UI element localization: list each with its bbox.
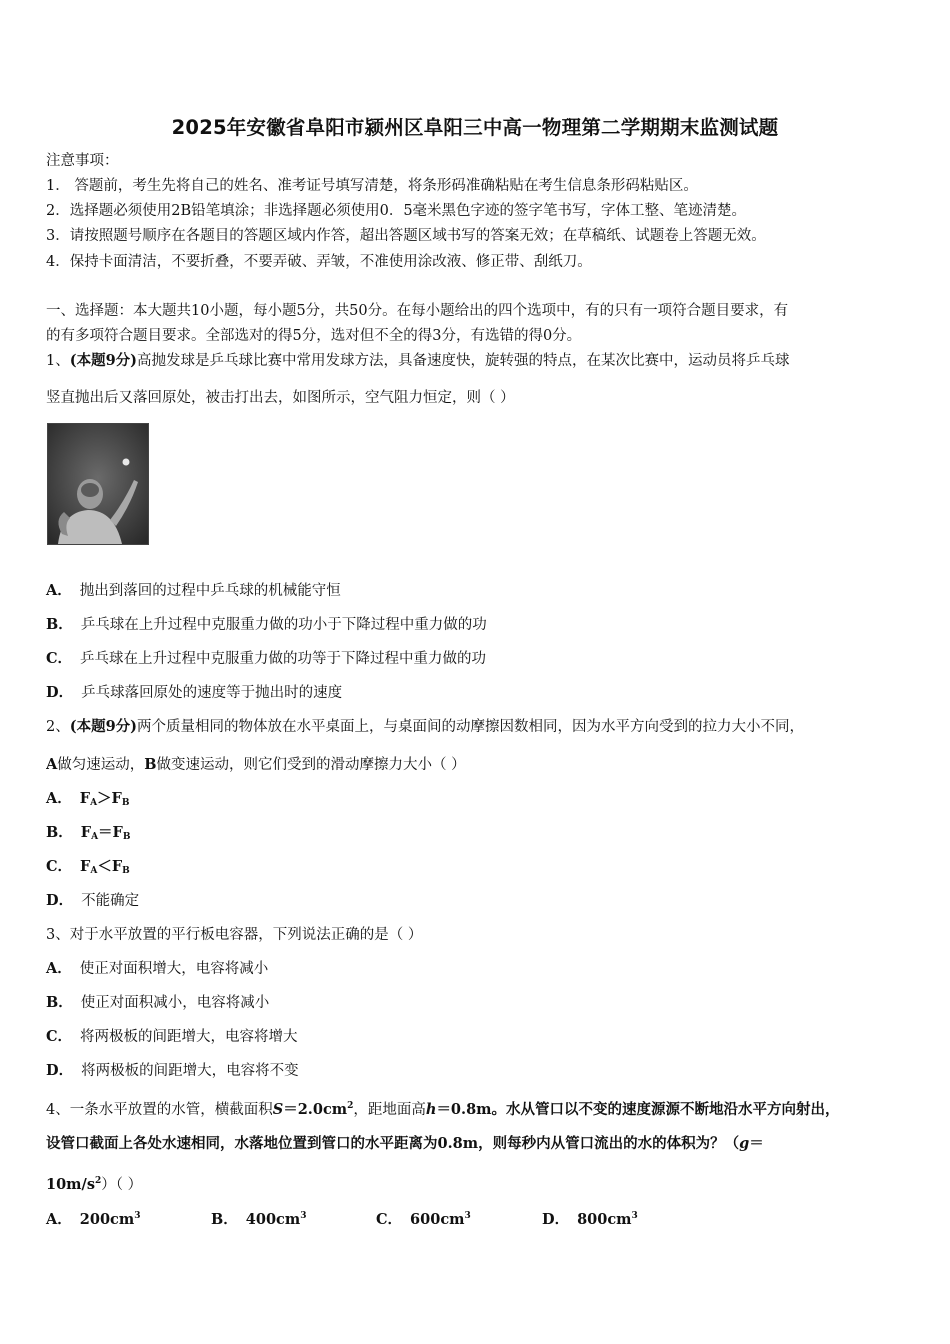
q2-option-c	[46, 858, 130, 880]
question-text: ＝	[749, 1135, 764, 1152]
section-intro: 一、选择题：本大题共10小题，每小题5分，共50分。在每小题给出的四个选项中，有的只有一项符合题目要求，有	[46, 303, 789, 319]
subscript: B	[121, 798, 130, 808]
relation: ＞	[97, 790, 112, 807]
question-text: 10m/s	[46, 1176, 95, 1193]
question-text: 两个质量相同的物体放在水平桌面上，与桌面间的动摩擦因数相同，因为水平方向受到的拉力大小不同，	[137, 719, 805, 735]
option-text: 将两极板的间距增大，电容将不变	[81, 1063, 299, 1079]
option-letter: C．	[376, 1211, 403, 1228]
notice-item: 2．选择题必须使用2B铅笔填涂；非选择题必须使用0．5毫米黑色字迹的签字笔书写，字体工整、笔迹清楚。	[46, 203, 747, 219]
question-text: 做变速运动，则它们受到的滑动摩擦力大小（ ）	[156, 757, 466, 773]
subscript: A	[90, 866, 98, 876]
notice-item: 1． 答题前，考生先将自己的姓名、准考证号填写清楚，将条形码准确粘贴在考生信息条形码粘贴区。	[46, 178, 698, 194]
question-text: 高抛发球是乒乓球比赛中常用发球方法，具备速度快，旋转强的特点，在某次比赛中，运动员将乒乓球	[137, 353, 790, 369]
superscript: 2	[347, 1101, 354, 1111]
notice-heading: 注意事项：	[46, 153, 119, 169]
notice-item: 4．保持卡面清洁，不要折叠，不要弄破、弄皱，不准使用涂改液、修正带、刮纸刀。	[46, 254, 592, 270]
option-letter: A．	[46, 1211, 72, 1228]
option-letter: B．	[46, 616, 73, 633]
question-1-stem	[46, 352, 916, 370]
force-symbol: F	[112, 824, 123, 841]
question-text: ）（ ）	[101, 1177, 143, 1193]
relation: ＝	[98, 824, 113, 841]
option-text: 400cm	[245, 1211, 301, 1228]
object-a-label: A	[46, 756, 58, 773]
q1-option-a	[46, 582, 341, 600]
superscript: 3	[464, 1211, 471, 1221]
superscript: 3	[134, 1211, 141, 1221]
option-text: 乒乓球在上升过程中克服重力做的功等于下降过程中重力做的功	[80, 651, 487, 667]
ball-icon	[123, 459, 130, 466]
question-text: 设管口截面上各处水速相同，水落地位置到管口的水平距离为0.8m，则每秒内从管口流出的水的体积为？（	[46, 1135, 740, 1152]
page-title: 2025年安徽省阜阳市颍州区阜阳三中高一物理第二学期期末监测试题	[171, 116, 779, 139]
force-symbol: F	[79, 790, 91, 807]
q2-option-b	[46, 824, 130, 846]
force-symbol: F	[80, 824, 92, 841]
option-text: 600cm	[410, 1211, 465, 1228]
option-text: 抛出到落回的过程中乒乓球的机械能守恒	[79, 583, 341, 599]
force-symbol: F	[111, 790, 122, 807]
question-4-stem-cont	[46, 1135, 916, 1153]
option-letter: A．	[46, 790, 72, 807]
option-letter: D．	[46, 1062, 74, 1079]
q1-option-c	[46, 650, 486, 668]
force-symbol: F	[80, 858, 91, 875]
superscript: 3	[631, 1211, 638, 1221]
option-letter: C．	[46, 650, 73, 667]
q3-option-a	[46, 960, 268, 978]
superscript: 2	[94, 1176, 102, 1186]
question-text: ＝2.0cm	[283, 1101, 348, 1118]
question-score: (本题9分)	[69, 718, 138, 735]
subscript: A	[90, 798, 98, 808]
q3-option-d	[46, 1062, 299, 1080]
option-letter: A．	[46, 960, 72, 977]
q3-option-c	[46, 1028, 298, 1046]
subscript: B	[122, 832, 131, 842]
option-letter: C．	[46, 1028, 73, 1045]
question-text: 4、一条水平放置的水管，横截面积	[46, 1102, 273, 1118]
option-letter: D．	[46, 684, 74, 701]
option-letter: C．	[46, 858, 73, 875]
q4-option-b	[211, 1207, 306, 1229]
option-text: 乒乓球落回原处的速度等于抛出时的速度	[81, 685, 343, 701]
question-number: 1、	[46, 353, 70, 369]
option-letter: B．	[211, 1211, 238, 1228]
question-3-stem: 3、对于水平放置的平行板电容器，下列说法正确的是（ ）	[46, 927, 423, 943]
question-text: 做匀速运动，	[57, 757, 145, 773]
question-2-stem-cont	[46, 756, 916, 774]
q4-option-c	[376, 1207, 471, 1229]
q3-option-b	[46, 994, 269, 1012]
superscript: 3	[300, 1211, 307, 1221]
table-tennis-serve-photo	[47, 423, 149, 545]
section-intro: 的有多项符合题目要求。全部选对的得5分，选对但不全的得3分，有选错的得0分。	[46, 328, 582, 344]
option-letter: B．	[46, 994, 73, 1011]
question-4-stem-cont2	[46, 1172, 916, 1194]
question-score: (本题9分)	[69, 352, 138, 369]
question-number: 2、	[46, 719, 70, 735]
question-4-stem	[46, 1097, 916, 1119]
object-b-label: B	[144, 756, 157, 773]
q2-option-a	[46, 790, 129, 812]
option-text: 乒乓球在上升过程中克服重力做的功小于下降过程中重力做的功	[80, 617, 487, 633]
option-text: 不能确定	[81, 893, 140, 909]
q1-option-b	[46, 616, 487, 634]
option-text: 800cm	[577, 1211, 632, 1228]
option-text: 将两极板的间距增大，电容将增大	[80, 1029, 298, 1045]
q1-option-d	[46, 684, 342, 702]
option-text: 使正对面积增大，电容将减小	[79, 961, 269, 977]
q4-option-a	[46, 1207, 140, 1229]
question-text: ，距地面高	[353, 1102, 426, 1118]
force-symbol: F	[111, 858, 123, 875]
symbol: S	[272, 1101, 284, 1118]
option-letter: A．	[46, 582, 72, 599]
relation: ＜	[97, 858, 112, 875]
symbol: h	[425, 1101, 437, 1118]
q2-option-d	[46, 892, 139, 910]
question-text: ＝0.8m。水从管口以不变的速度源源不断地沿水平方向射出，	[436, 1101, 840, 1118]
option-letter: D．	[46, 892, 74, 909]
option-letter: B．	[46, 824, 73, 841]
symbol: g	[739, 1135, 750, 1152]
question-2-stem	[46, 718, 916, 736]
option-letter: D．	[542, 1211, 570, 1228]
question-1-stem-cont: 竖直抛出后又落回原处，被击打出去，如图所示，空气阻力恒定，则（ ）	[46, 390, 515, 406]
q4-option-d	[542, 1207, 638, 1229]
notice-item: 3．请按照题号顺序在各题目的答题区域内作答，超出答题区域书写的答案无效；在草稿纸、试题卷上答题无效。	[46, 228, 766, 244]
option-text: 200cm	[79, 1211, 135, 1228]
subscript: A	[91, 832, 99, 842]
option-text: 使正对面积减小，电容将减小	[80, 995, 270, 1011]
subscript: B	[122, 866, 130, 876]
